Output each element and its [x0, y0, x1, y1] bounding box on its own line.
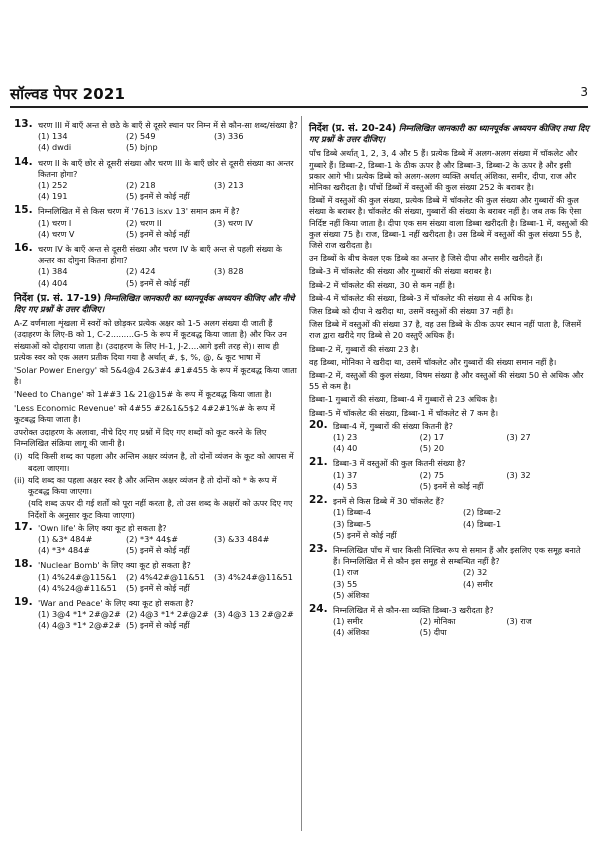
answer-option: (4) 191 [38, 191, 68, 202]
answer-options [38, 218, 298, 240]
statement: डिब्बा-5 में चॉकलेट की संख्या, डिब्बा-1 में चॉकलेट से 7 कम है। [309, 407, 499, 418]
answer-option: (5) दीपा [419, 627, 447, 638]
answer-option: (1) 252 [38, 180, 68, 191]
answer-option: (3) 213 [214, 180, 244, 191]
answer-option: (3) 4%24#@11&51 [214, 571, 293, 582]
answer-option: (4) डिब्बा-1 [463, 518, 502, 529]
directions-text: निम्नलिखित जानकारी का ध्यानपूर्वक अध्ययन कीजिए तथा दिए गए प्रश्नों के उत्तर दीजिए। [309, 123, 589, 145]
question-text: निम्नलिखित में से किस चरण में '7613 isxv 13' समान क्रम में है? [38, 206, 240, 217]
directions-17-19 [14, 293, 298, 315]
answer-option: (4) dwdi [38, 142, 72, 153]
question-text: निम्नलिखित पाँच में चार किसी निश्चित रूप से समान हैं और इसलिए एक समूह बनाते हैं। निम्नलिखित में से कौन इस समूह से सम्बन्धित नहीं है? [333, 544, 581, 567]
statement: डिब्बा-1 गुब्बारों की संख्या, डिब्बा-4 में गुब्बारों से 23 अधिक है। [309, 394, 498, 405]
running-title: सॉल्वड पेपर 2021 [10, 85, 126, 103]
statement: डिब्बा-2 में, गुब्बारों की संख्या 23 है। [309, 343, 419, 354]
question-group-20-24 [309, 418, 589, 639]
question-text: चरण III में बाएँ अन्त से छठे के बाएँ से दूसरे स्थान पर निम्न में से कौन-सा शब्द/संख्या है? [38, 120, 298, 130]
statement: उन डिब्बों के बीच केवल एक डिब्बे का अन्तर है जिसे दीपा और समीर खरीदते हैं। [309, 253, 543, 264]
answer-options [38, 131, 298, 153]
answer-option [214, 545, 298, 556]
question-text: डिब्बा-4 में, गुब्बारों की संख्या कितनी है? [333, 420, 453, 431]
answer-option: (1) डिब्बा-4 [333, 507, 372, 518]
answer-option: (4) चरण V [38, 228, 75, 239]
question-group-13-16 [14, 120, 298, 289]
question-21 [309, 458, 589, 492]
paragraph: उपरोक्त उदाहरण के अलावा, नीचे दिए गए प्रश्नों में दिए गए शब्दों को कूट करने के लिए निम्नलिखित संक्रिया लागू की जानी है। [14, 427, 267, 449]
answer-options [333, 567, 589, 601]
answer-options [38, 180, 298, 202]
paragraph: 'Less Economic Revenue' को 4#55 #2&1&5$2 4#2#1%# के रूप में कूटबद्ध किया जाता है। [14, 402, 275, 424]
question-number: 20. [309, 418, 328, 431]
question-number: 16. [14, 242, 33, 255]
puzzle-statements [309, 148, 589, 418]
answer-option: (4) 53 [333, 480, 358, 491]
answer-option [463, 530, 589, 541]
statement: पाँच डिब्बे अर्थात् 1, 2, 3, 4 और 5 हैं। प्रत्येक डिब्बे में अलग-अलग संख्या में चॉकलेट और गुब्बारे हैं। डिब्बा-2, डिब्बा-1 के ठीक ऊपर है और डिब्बा-3, डिब्बा-2 के ऊपर है और इसी प्रकार आगे भी। प्रत्येक डिब्बे को अलग-अलग व्यक्ति अर्थात् अंशिका, समीर, दीपा, राज और मोनिका खरीदता है। पाँचों डिब्बों में वस्तुओं की कुल संख्या 252 के बराबर है। [309, 148, 578, 193]
answer-options [333, 507, 589, 541]
answer-option: (4) 404 [38, 277, 68, 288]
statement: जिस डिब्बे को दीपा ने खरीदा था, उसमें वस्तुओं की संख्या 37 नहीं है। [309, 306, 514, 317]
answer-option: (3) 336 [214, 131, 244, 142]
answer-options [38, 572, 298, 594]
answer-option: (2) 75 [419, 469, 444, 480]
answer-option [214, 229, 298, 240]
rule-item: (i) यदि किसी शब्द का पहला और अन्तिम अक्षर व्यंजन है, तो दोनों व्यंजन के कूट को आपस में बदला जाएगा। [14, 451, 294, 473]
question-number: 17. [14, 520, 33, 533]
question-13 [14, 120, 298, 154]
answer-option: (2) 4@3 *1* 2#@2# [126, 609, 209, 620]
paragraph: 'Need to Change' को 1##3 1& 21@15# के रूप में कूटबद्ध किया जाता है। [14, 389, 272, 400]
question-number: 14. [14, 155, 33, 168]
answer-option: (2) डिब्बा-2 [463, 507, 502, 518]
question-group-17-19 [14, 520, 298, 632]
question-text: 'War and Peace' के लिए क्या कूट हो सकता है? [38, 597, 194, 608]
statement: डिब्बा-2 में, वस्तुओं की कुल संख्या, विषम संख्या है और वस्तुओं की संख्या 50 से अधिक और 55 से कम है। [309, 370, 584, 392]
answer-option: (1) &3* 484# [38, 533, 93, 544]
answer-option: (1) राज [333, 567, 359, 578]
answer-option: (5) इनमें से कोई नहीं [126, 277, 190, 288]
answer-option: (1) 3@4 *1* 2#@2# [38, 609, 121, 620]
answer-option: (2) 218 [126, 180, 156, 191]
answer-option: (5) अंशिका [333, 589, 370, 600]
answer-option [214, 620, 298, 631]
answer-option: (1) 4%24#@115&1 [38, 571, 117, 582]
left-column [14, 120, 298, 636]
answer-option: (5) इनमें से कोई नहीं [419, 480, 484, 491]
answer-option: (4) *3* 484# [38, 545, 91, 556]
answer-option [506, 443, 589, 454]
answer-option: (5) bjnp [126, 142, 158, 153]
answer-option: (5) इनमें से कोई नहीं [126, 228, 190, 239]
answer-option: (3) 32 [506, 469, 531, 480]
question-number: 15. [14, 204, 33, 217]
question-23 [309, 542, 589, 601]
answer-option: (3) 4@3 13 2#@2# [214, 609, 294, 620]
answer-option: (2) 424 [126, 266, 156, 277]
rules-list [14, 451, 298, 497]
answer-option: (2) 32 [463, 567, 488, 578]
answer-option [506, 481, 589, 492]
question-number: 21. [309, 456, 328, 469]
answer-option: (4) अंशिका [333, 627, 370, 638]
answer-option: (1) समीर [333, 616, 363, 627]
question-number: 24. [309, 602, 328, 615]
answer-options [38, 266, 298, 288]
question-16 [14, 244, 298, 289]
answer-option: (1) 37 [333, 469, 358, 480]
answer-option: (3) राज [506, 616, 532, 627]
question-text: निम्नलिखित में से कौन-सा व्यक्ति डिब्बा-3 खरीदता है? [333, 604, 494, 615]
answer-option: (4) 4%24@#11&51 [38, 582, 117, 593]
answer-option: (4) समीर [463, 578, 493, 589]
question-18 [14, 560, 298, 594]
answer-options [38, 609, 298, 631]
answer-option [463, 590, 589, 601]
answer-option: (2) *3* 44$# [126, 533, 179, 544]
directions-heading: निर्देश (प्र. सं. 17-19) [14, 292, 102, 304]
answer-options [38, 534, 298, 556]
answer-option: (4) 4@3 *1* 2@#2# [38, 620, 121, 631]
question-text: इनमें से किस डिब्बे में 30 चॉकलेट हैं? [333, 496, 445, 507]
answer-option: (1) 384 [38, 266, 68, 277]
answer-option: (1) 23 [333, 432, 358, 443]
answer-option: (1) 134 [38, 131, 68, 142]
page-number: 3 [580, 85, 588, 99]
answer-option: (5) इनमें से कोई नहीं [126, 582, 190, 593]
page-header [10, 84, 588, 106]
answer-option: (2) 4%42#@11&51 [126, 571, 205, 582]
rule-note: (यदि शब्द ऊपर दी गई शर्तों को पूरा नहीं करता है, तो उस शब्द के अक्षरों को ऊपर दिए गए निर्देशों के अनुसार कूट किया जाएगा) [28, 498, 293, 520]
answer-option [214, 583, 298, 594]
answer-option: (5) 20 [419, 443, 444, 454]
answer-option: (2) 17 [419, 432, 444, 443]
directions-heading: निर्देश (प्र. सं. 20-24) [309, 123, 397, 134]
rule-item: (ii) यदि शब्द का पहला अक्षर स्वर है और अन्तिम अक्षर व्यंजन है तो दोनों को * के रूप में कूटबद्ध किया जाएगा। [14, 474, 277, 497]
question-19 [14, 595, 298, 632]
answer-option: (5) इनमें से कोई नहीं [126, 620, 190, 631]
directions-text: निम्नलिखित जानकारी का ध्यानपूर्वक अध्ययन कीजिए और नीचे दिए गए प्रश्नों के उत्तर दीजिए। [14, 292, 295, 315]
question-20 [309, 418, 589, 455]
answer-options [333, 432, 589, 454]
answer-option: (5) इनमें से कोई नहीं [333, 529, 397, 540]
answer-options [333, 616, 589, 638]
answer-option: (1) चरण I [38, 217, 72, 228]
answer-option [506, 627, 589, 638]
answer-option: (3) &33 484# [214, 533, 270, 544]
statement: डिब्बों में वस्तुओं की कुल संख्या, प्रत्येक डिब्बे में चॉकलेट की कुल संख्या और गुब्बारों की कुल संख्या के बराबर है। चॉकलेट की संख्या, गुब्बारों की संख्या के बराबर नहीं है। जब तक कि ऐसा निर्दिष्ट नहीं किया जाता है। दीपा एक सम संख्या वाला डिब्बा खरीदती है। डिब्बा-1 में, वस्तुओं की कुल संख्या 75 है। राज, डिब्बा-1 नहीं खरीदता है। उस डिब्बे में वस्तुओं की कुल संख्या 55 है, जिसे राज खरीदता है। [309, 195, 589, 251]
question-text: 'Nuclear Bomb' के लिए क्या कूट हो सकता है? [38, 560, 191, 571]
answer-options [333, 470, 589, 492]
answer-option: (4) 40 [333, 443, 358, 454]
statement: वह डिब्बा, मोनिका ने खरीदा था, उसमें चॉकलेट और गुब्बारों की संख्या समान नहीं है। [309, 356, 557, 367]
answer-option: (3) 55 [333, 578, 358, 589]
question-number: 13. [14, 118, 33, 130]
header-rule [10, 106, 588, 108]
answer-option: (2) मोनिका [419, 616, 456, 627]
paragraph: A-Z वर्णमाला शृंखला में स्वरों को छोड़कर प्रत्येक अक्षर को 1-5 अलग संख्या दी जाती हैं (उदाहरण के लिए-B को 1, C-2.........G-5 के रूप में कूटबद्ध किया जाता है) और फिर उन संख्याओं को दोहराया जाता है। (उदाहरण के लिए H-1, J-2....आगे इसी तरह से)। साथ ही प्रत्येक स्वर को एक अलग प्रतीक दिया गया है अर्थात् #, $, %, @, & कूट भाषा में [14, 318, 287, 362]
answer-option [214, 278, 298, 289]
question-15 [14, 206, 298, 240]
question-22 [309, 496, 589, 541]
question-text: 'Own life' के लिए क्या कूट हो सकता है? [38, 522, 167, 533]
column-divider [301, 116, 302, 831]
statement: डिब्बे-4 में चॉकलेट की संख्या, डिब्बे-3 में चॉकलेट की संख्या से 4 अधिक है। [309, 292, 533, 303]
statement: डिब्बे-3 में चॉकलेट की संख्या और गुब्बारों की संख्या बराबर है। [309, 266, 492, 277]
answer-option: (3) डिब्बा-5 [333, 518, 372, 529]
paragraph: 'Solar Power Energy' को 5&4@4 2&3#4 #1#455 के रूप में कूटबद्ध किया जाता है। [14, 365, 297, 387]
question-number: 19. [14, 595, 33, 608]
question-24 [309, 602, 589, 639]
answer-option: (2) 549 [126, 131, 156, 142]
answer-option: (3) 27 [506, 432, 531, 443]
question-14 [14, 155, 298, 203]
statement: डिब्बे-2 में चॉकलेट की संख्या, 30 से कम नहीं है। [309, 279, 455, 290]
question-number: 18. [14, 558, 33, 571]
question-number: 23. [309, 542, 328, 555]
statement: जिस डिब्बे में वस्तुओं की संख्या 37 है, वह उस डिब्बे के ठीक ऊपर स्थान नहीं पाता है, जिसमें राज द्वारा खरीदे गए डिब्बे से 20 वस्तुएँ अधिक हैं। [309, 319, 582, 341]
answer-option: (3) चरण IV [214, 217, 253, 228]
question-17 [14, 520, 298, 557]
answer-option: (5) इनमें से कोई नहीं [126, 545, 190, 556]
question-text: चरण II के बाएँ छोर से दूसरी संख्या और चरण III के बाएँ छोर से दूसरी संख्या का अन्तर कितना होगा? [38, 157, 294, 179]
directions-20-24 [309, 123, 589, 145]
answer-option: (3) 828 [214, 266, 244, 277]
question-number: 22. [309, 494, 328, 507]
right-column [309, 120, 589, 643]
answer-option: (2) चरण II [126, 217, 162, 228]
answer-option: (5) इनमें से कोई नहीं [126, 191, 190, 202]
question-text: डिब्बा-3 में वस्तुओं की कुल कितनी संख्या है? [333, 458, 466, 469]
question-text: चरण IV के बाएँ अन्त से दूसरी संख्या और चरण IV के बाएँ अन्त से पहली संख्या के अन्तर का दोगुना कितना होगा? [38, 244, 282, 266]
